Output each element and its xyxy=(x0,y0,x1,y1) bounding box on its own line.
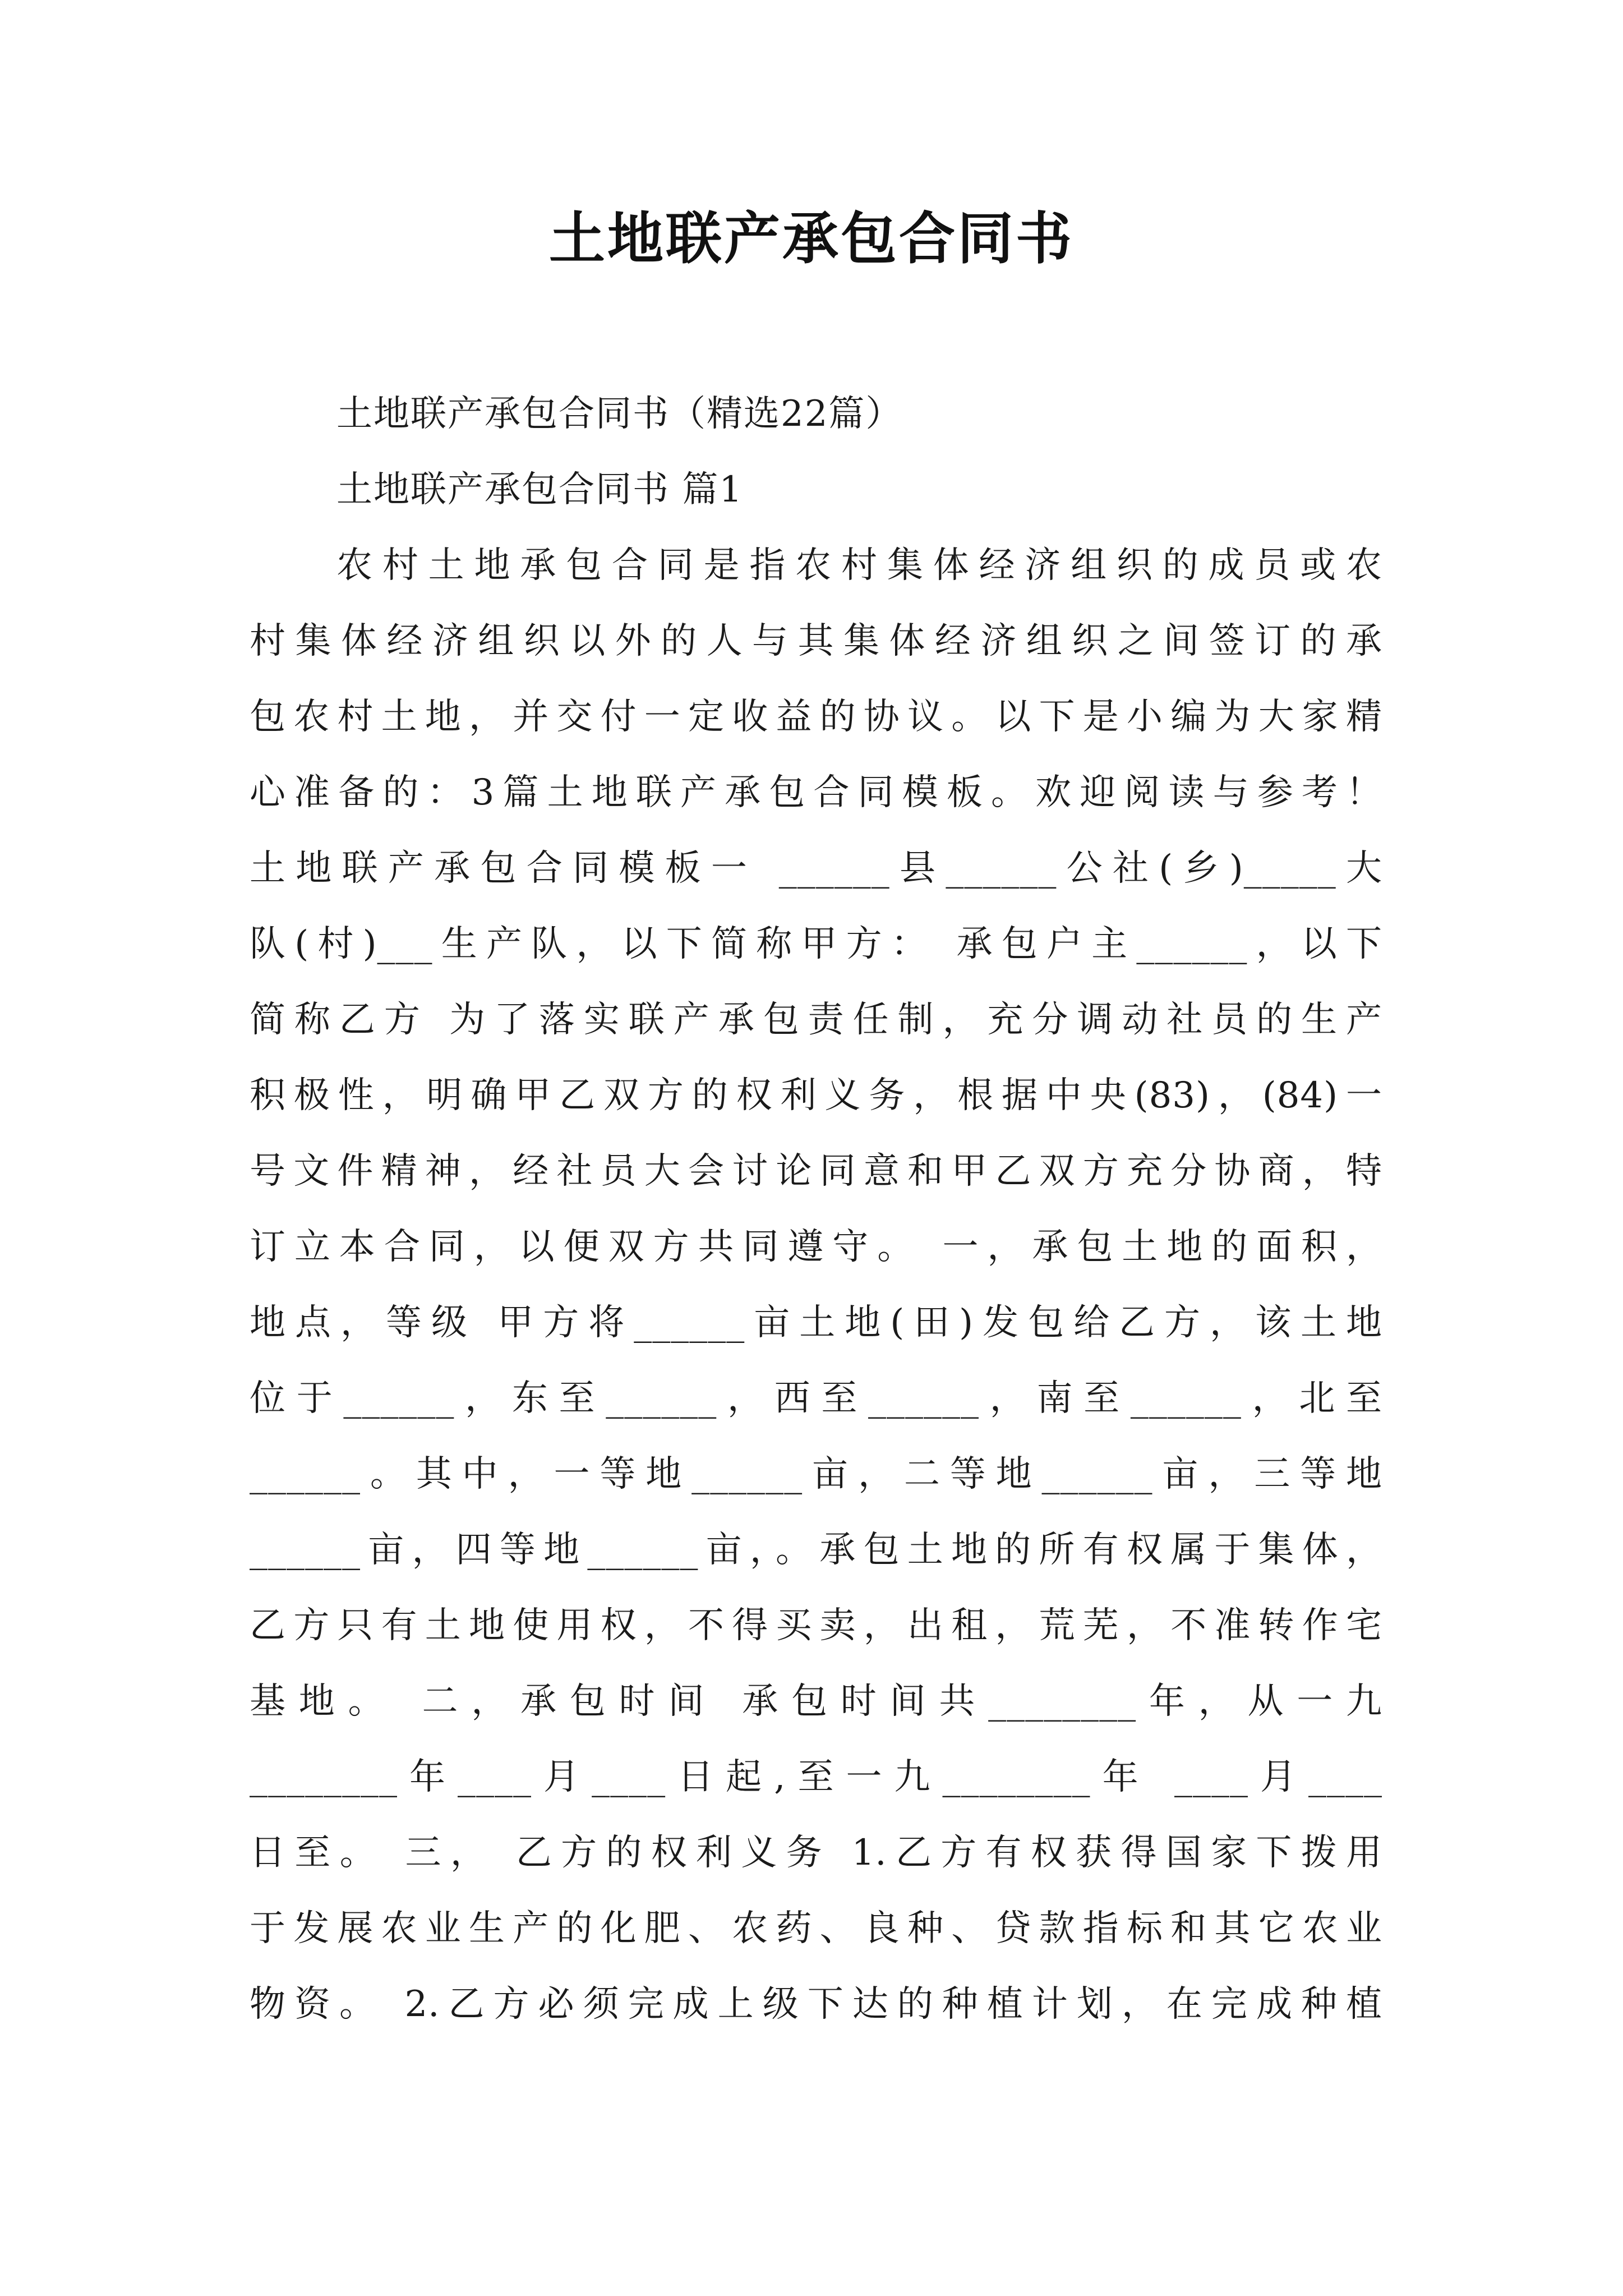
body-line: 土地联产承包合同模板一 ______县______公社(乡)_____大 xyxy=(250,848,1382,889)
body-line: 位于______，东至______，西至______，南至______，北至 xyxy=(250,1378,1382,1419)
body-line: 基地。 二，承包时间 承包时间共________年，从一九 xyxy=(250,1681,1382,1722)
body-line: 号文件精神，经社员大会讨论同意和甲乙双方充分协商，特 xyxy=(250,1151,1382,1192)
body-line: 物资。 2.乙方必须完成上级下达的种植计划，在完成种植 xyxy=(250,1984,1382,2025)
body-line: 队(村)___生产队，以下简称甲方： 承包户主______，以下 xyxy=(250,923,1382,965)
body-line: 地点，等级 甲方将______亩土地(田)发包给乙方，该土地 xyxy=(250,1302,1382,1343)
collection-subtitle: 土地联产承包合同书（精选22篇） xyxy=(336,393,903,435)
body-line: 村集体经济组织以外的人与其集体经济组织之间签订的承 xyxy=(250,620,1382,662)
body-line: 积极性，明确甲乙双方的权利义务，根据中央(83)，(84)一 xyxy=(250,1075,1382,1116)
section-heading: 土地联产承包合同书 篇1 xyxy=(336,469,744,510)
body-line: 乙方只有土地使用权，不得买卖，出租，荒芜，不准转作宅 xyxy=(250,1605,1382,1646)
body-line: 简称乙方 为了落实联产承包责任制，充分调动社员的生产 xyxy=(250,999,1382,1041)
body-line: ________年____月____日起,至一九________年 ____月____ xyxy=(250,1756,1382,1798)
body-line: 心准备的：3篇土地联产承包合同模板。欢迎阅读与参考！ xyxy=(250,772,1382,813)
body-line: 于发展农业生产的化肥、农药、良种、贷款指标和其它农业 xyxy=(250,1908,1382,1949)
body-line: 日至。 三， 乙方的权利义务 1.乙方有权获得国家下拨用 xyxy=(250,1832,1382,1874)
body-line: 农村土地承包合同是指农村集体经济组织的成员或农 xyxy=(336,545,1382,586)
body-line: 订立本合同，以便双方共同遵守。 一，承包土地的面积， xyxy=(250,1226,1382,1268)
document-title: 土地联产承包合同书 xyxy=(549,205,1074,272)
body-line: 包农村土地，并交付一定收益的协议。以下是小编为大家精 xyxy=(250,696,1382,738)
body-line: ______。其中，一等地______亩，二等地______亩，三等地 xyxy=(250,1453,1382,1495)
body-line: ______亩，四等地______亩，。承包土地的所有权属于集体， xyxy=(250,1529,1382,1571)
